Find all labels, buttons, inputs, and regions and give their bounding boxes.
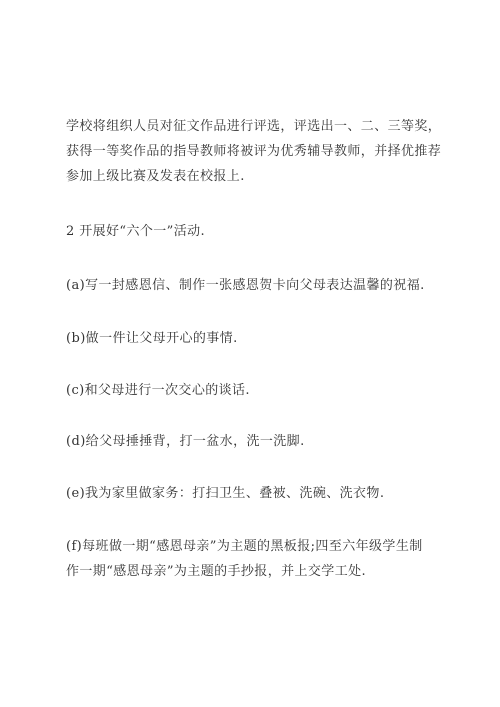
text-line: 学校将组织人员对征文作品进行评选，评选出一、二、三等奖， [66,119,442,134]
list-item-e [66,481,444,506]
intro-paragraph [66,114,444,189]
list-item-a [66,273,444,298]
list-item-f [66,534,444,584]
text-line: 作一期“感恩母亲”为主题的手抄报，并上交学工处. [66,564,367,579]
text-line: (c)和父母进行一次交心的谈话. [66,383,250,398]
text-line: (b)做一件让父母开心的事情. [66,331,238,346]
text-line: (e)我为家里做家务：打扫卫生、叠被、洗碗、洗衣物. [66,486,385,501]
text-line: 获得一等奖作品的指导教师将被评为优秀辅导教师，并择优推荐 [66,144,442,159]
text-line: (a)写一封感恩信、制作一张感恩贺卡向父母表达温馨的祝福. [66,278,425,293]
text-line: (f)每班做一期“感恩母亲”为主题的黑板报;四至六年级学生制 [66,539,423,554]
text-line: 参加上级比赛及发表在校报上. [66,169,245,184]
list-item-b [66,326,444,351]
list-item-d [66,429,444,454]
heading-text: 2 开展好“六个一”活动. [66,224,206,239]
text-line: (d)给父母捶捶背，打一盆水，洗一洗脚. [66,434,305,449]
list-item-c [66,378,444,403]
section-heading [66,219,444,244]
